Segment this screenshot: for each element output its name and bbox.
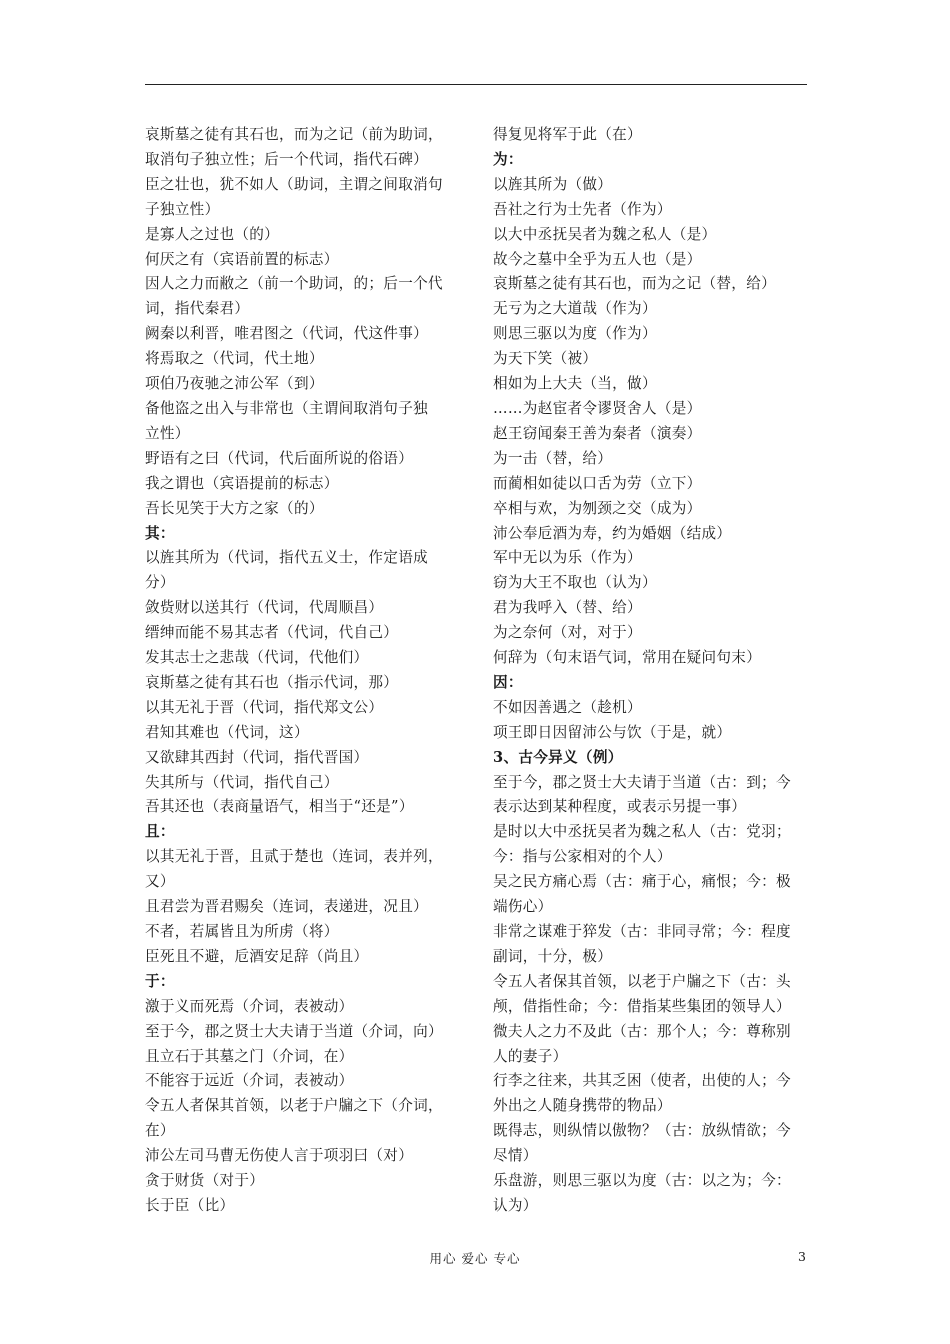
- text-line: 得复见将军于此（在）: [493, 126, 642, 143]
- text-line: 将焉取之（代词，代土地）: [145, 350, 324, 368]
- text-line: 项王即日因留沛公与饮（于是，就）: [493, 723, 732, 741]
- text-line: 为之奈何（对，对于）: [493, 624, 642, 642]
- text-line: 备他盗之出入与非常也（主谓间取消句子独: [145, 399, 428, 417]
- section-heading: 因：: [493, 673, 523, 691]
- footer-slogan: 用心 爱心 专心: [429, 1251, 521, 1266]
- text-line: 分）: [145, 574, 175, 592]
- text-line: 以其无礼于晋（代词，指代郑文公）: [145, 698, 384, 716]
- text-line: 项伯乃夜驰之沛公军（到）: [145, 375, 324, 393]
- text-line: 微夫人之力不及此（古：那个人；今：尊称别: [493, 1022, 791, 1040]
- text-line: 何辞为（句末语气词，常用在疑问句末）: [493, 649, 762, 667]
- text-line: 不者，若属皆且为所虏（将）: [145, 923, 339, 940]
- text-line: 君为我呼入（替、给）: [493, 599, 642, 617]
- section-heading: 为：: [493, 150, 523, 168]
- text-line: 子独立性）: [145, 200, 220, 218]
- text-line: 是寡人之过也（的）: [145, 225, 280, 243]
- text-line: 乐盘游，则思三驱以为度（古：以之为；今：: [493, 1172, 791, 1190]
- text-line: 吾社之行为士先者（作为）: [493, 200, 672, 218]
- text-line: 窃为大王不取也（认为）: [493, 574, 657, 592]
- text-line: 又）: [145, 873, 175, 891]
- text-line: 我之谓也（宾语提前的标志）: [145, 474, 339, 492]
- text-line: 发其志士之悲哉（代词，代他们）: [145, 649, 369, 667]
- text-line: ……为赵宦者令谬贤舍人（是）: [493, 399, 702, 417]
- left-column: [145, 123, 463, 1219]
- text-line: 卒相与欢，为刎颈之交（成为）: [493, 499, 702, 517]
- text-line: 又欲肆其西封（代词，指代晋国）: [145, 748, 369, 766]
- text-line: 何厌之有（宾语前置的标志）: [145, 250, 339, 268]
- text-line: 为天下笑（被）: [493, 350, 598, 368]
- text-line: 相如为上大夫（当，做）: [493, 375, 657, 393]
- text-line: 是时以大中丞抚吴者为魏之私人（古：党羽；: [493, 823, 791, 841]
- text-line: 副词，十分，极）: [493, 947, 613, 965]
- text-line: 不如因善遇之（趁机）: [493, 698, 642, 716]
- text-line: 敛赀财以送其行（代词，代周顺昌）: [145, 599, 384, 617]
- page-number: 3: [798, 1249, 806, 1264]
- text-line: 沛公奉卮酒为寿，约为婚姻（结成）: [493, 524, 732, 542]
- text-line: 外出之人随身携带的物品）: [493, 1097, 672, 1115]
- text-line: 沛公左司马曹无伤使人言于项羽曰（对）: [145, 1147, 414, 1165]
- text-line: 令五人者保其首领，以老于户牖之下（介词，: [145, 1097, 443, 1115]
- text-line: 赵王窃闻秦王善为秦者（演奏）: [493, 424, 702, 442]
- text-line: 认为）: [493, 1196, 538, 1214]
- text-line: 至于今，郡之贤士大夫请于当道（古：到；今: [493, 773, 791, 791]
- text-line: 取消句子独立性；后一个代词，指代石碑）: [145, 150, 428, 168]
- text-line: 以大中丞抚吴者为魏之私人（是）: [493, 225, 717, 243]
- text-line: 激于义而死焉（介词，表被动）: [145, 997, 354, 1015]
- text-line: 非常之谋难于猝发（古：非同寻常；今：程度: [493, 923, 791, 940]
- text-line: 不能容于远近（介词，表被动）: [145, 1072, 354, 1090]
- text-line: 颅，借指性命；今：借指某些集团的领导人）: [493, 997, 791, 1015]
- text-line: 为一击（替，给）: [493, 449, 613, 467]
- text-line: 而蔺相如徒以口舌为劳（立下）: [493, 474, 702, 492]
- text-line: 故今之墓中全乎为五人也（是）: [493, 250, 702, 268]
- text-line: 立性）: [145, 424, 190, 442]
- header-rule: [145, 84, 807, 85]
- text-line: 词，指代秦君）: [145, 300, 250, 318]
- text-line: 令五人者保其首领，以老于户牖之下（古：头: [493, 972, 791, 990]
- text-line: 行李之往来，共其乏困（使者，出使的人；今: [493, 1072, 791, 1090]
- text-line: 以其无礼于晋，且贰于楚也（连词，表并列，: [145, 848, 443, 866]
- text-line: 君知其难也（代词，这）: [145, 723, 309, 741]
- text-line: 哀斯墓之徒有其石也，而为之记（替，给）: [493, 275, 776, 293]
- text-line: 至于今，郡之贤士大夫请于当道（介词，向）: [145, 1022, 443, 1040]
- text-line: 端伤心）: [493, 898, 553, 916]
- section-heading: 3、古今异义（例）: [493, 748, 623, 766]
- right-column: [493, 123, 813, 1219]
- section-heading: 其：: [145, 524, 175, 542]
- text-line: 吾长见笑于大方之家（的）: [145, 499, 324, 517]
- text-line: 吾其还也（表商量语气，相当于“还是”）: [145, 798, 414, 816]
- text-line: 臣之壮也，犹不如人（助词，主谓之间取消句: [145, 175, 443, 193]
- text-line: 野语有之曰（代词，代后面所说的俗语）: [145, 449, 414, 467]
- text-line: 长于臣（比）: [145, 1196, 235, 1214]
- text-line: 且君尝为晋君赐矣（连词，表递进，况且）: [145, 898, 428, 916]
- text-line: 臣死且不避，卮酒安足辞（尚且）: [145, 947, 369, 965]
- text-line: 以旌其所为（代词，指代五义士，作定语成: [145, 549, 428, 567]
- text-line: 在）: [145, 1122, 175, 1140]
- text-line: 则思三驱以为度（作为）: [493, 325, 657, 343]
- text-line: 尽情）: [493, 1147, 538, 1165]
- section-heading: 于：: [145, 972, 175, 990]
- text-line: 贪于财货（对于）: [145, 1172, 265, 1190]
- text-line: 哀斯墓之徒有其石也（指示代词，那）: [145, 673, 399, 691]
- text-line: 吴之民方痛心焉（古：痛于心，痛恨；今：极: [493, 873, 791, 891]
- text-line: 无亏为之大道哉（作为）: [493, 300, 657, 318]
- text-line: 今：指与公家相对的个人）: [493, 848, 672, 866]
- text-line: 以旌其所为（做）: [493, 175, 613, 193]
- text-line: 军中无以为乐（作为）: [493, 549, 642, 567]
- text-line: 因人之力而敝之（前一个助词，的；后一个代: [145, 275, 443, 293]
- text-line: 且立石于其墓之门（介词，在）: [145, 1047, 354, 1065]
- text-line: 哀斯墓之徒有其石也，而为之记（前为助词，: [145, 126, 443, 143]
- text-line: 表示达到某种程度，或表示另提一事）: [493, 798, 747, 816]
- text-line: 失其所与（代词，指代自己）: [145, 773, 339, 791]
- text-line: 既得志，则纵情以傲物？（古：放纵情欲；今: [493, 1122, 791, 1140]
- text-line: 缙绅而能不易其志者（代词，代自己）: [145, 624, 399, 642]
- section-heading: 且：: [145, 823, 175, 841]
- text-line: 人的妻子）: [493, 1047, 568, 1065]
- text-line: 阙秦以利晋，唯君图之（代词，代这件事）: [145, 325, 428, 343]
